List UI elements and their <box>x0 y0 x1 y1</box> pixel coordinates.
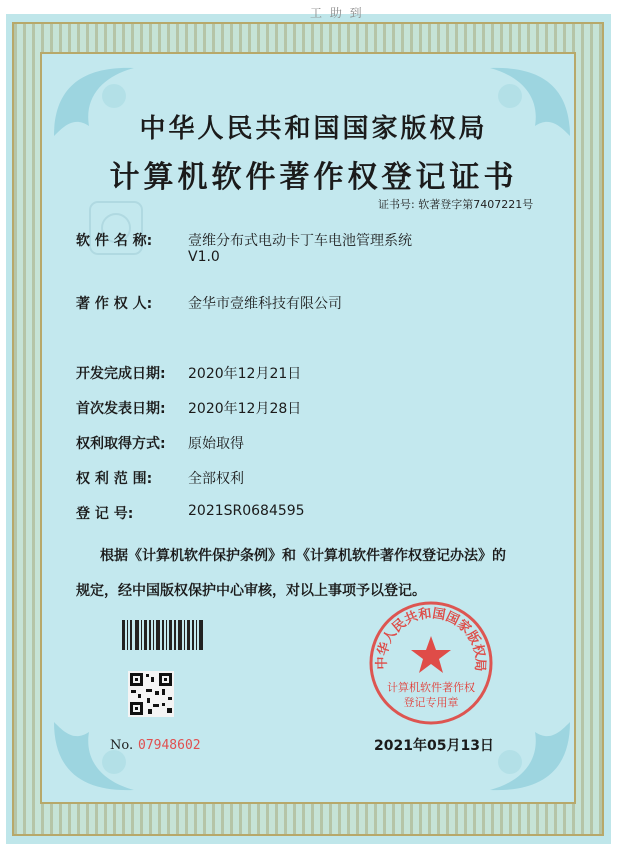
serial-number-value: 07948602 <box>138 738 201 753</box>
seal-ring-text: 中华人民共和国国家版权局 <box>374 606 488 672</box>
official-seal-icon <box>366 598 496 728</box>
legal-basis-line-1: 根据《计算机软件保护条例》和《计算机软件著作权登记办法》的 <box>100 548 506 564</box>
corner-flourish-bottom-left <box>44 712 164 802</box>
first-publish-date-value: 2020年12月28日 <box>188 401 302 417</box>
seal-line-1: 计算机软件著作权 <box>387 681 475 694</box>
barcode-icon <box>122 620 204 650</box>
handwritten-note: 工 助 到 <box>310 6 364 20</box>
issuing-authority: 中华人民共和国国家版权局 <box>139 114 488 144</box>
legal-basis-line-2: 规定，经中国版权保护中心审核，对以上事项予以登记。 <box>76 583 426 599</box>
seal-line-2: 登记专用章 <box>403 696 459 709</box>
certificate-number: 证书号: 软著登字第7407221号 <box>378 198 534 211</box>
acquire-method-label: 权利取得方式: <box>76 436 166 452</box>
completion-date-label: 开发完成日期: <box>76 366 166 382</box>
rights-scope-label: 权 利 范 围: <box>76 471 153 487</box>
software-name-label: 软 件 名 称: <box>76 233 153 249</box>
issue-date: 2021年05月13日 <box>374 738 494 754</box>
owner-label: 著 作 权 人: <box>76 296 153 312</box>
software-version-value: V1.0 <box>188 249 220 265</box>
first-publish-date-label: 首次发表日期: <box>76 401 166 417</box>
completion-date-value: 2020年12月21日 <box>188 366 302 382</box>
acquire-method-value: 原始取得 <box>188 436 244 452</box>
rights-scope-value: 全部权利 <box>188 471 244 487</box>
owner-value: 金华市壹维科技有限公司 <box>188 296 342 312</box>
registration-number-label: 登 记 号: <box>76 506 134 522</box>
registration-number-value: 2021SR0684595 <box>188 503 305 519</box>
software-name-value: 壹维分布式电动卡丁车电池管理系统 <box>188 233 412 249</box>
serial-number-label: No. <box>110 738 134 753</box>
certificate-title: 计算机软件著作权登记证书 <box>109 160 518 195</box>
qr-code-icon <box>128 671 174 717</box>
